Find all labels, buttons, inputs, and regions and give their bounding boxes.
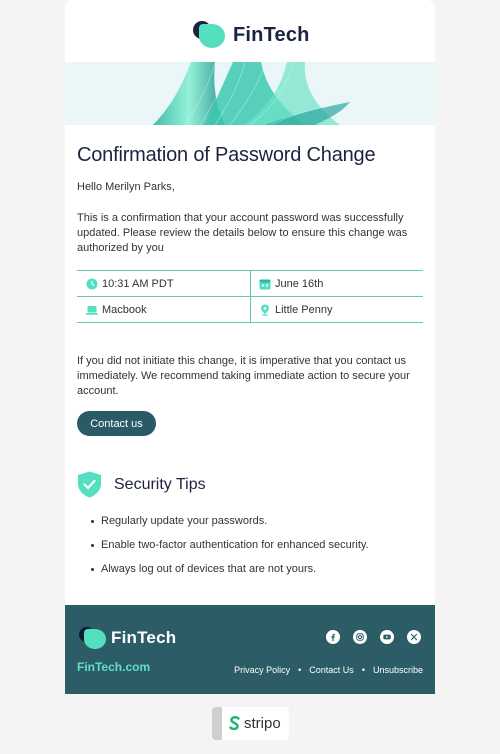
stripo-label: stripo [244,715,281,732]
unsubscribe-link[interactable]: Unsubscribe [372,665,423,675]
brand-logo-icon [79,626,107,650]
hero-image [65,62,435,125]
social-links [313,630,421,644]
hero-wave-graphic [65,62,435,125]
security-tips-list [91,515,411,587]
date-value: June 16th [275,278,324,290]
intro-text: This is a confirmation that your account password was successfully updated. Please review the details below to ensure this change was authorized by you [77,212,408,254]
brand-name: FinTech [233,23,310,46]
contact-us-link[interactable]: Contact Us [309,665,354,675]
greeting-text: Hello Merilyn Parks, [77,181,175,193]
footer-logo[interactable] [79,626,176,650]
security-tips-title: Security Tips [114,475,206,493]
email-title: Confirmation of Password Change [77,144,376,166]
change-details-table [77,270,423,323]
email-footer [65,605,435,694]
youtube-icon[interactable] [380,630,394,644]
laptop-icon [86,304,98,316]
brand-logo-icon [193,20,227,50]
location-pin-icon [259,304,271,316]
location-value: Little Penny [275,304,333,316]
facebook-icon[interactable] [326,630,340,644]
x-icon[interactable] [407,630,421,644]
device-value: Macbook [102,304,147,316]
instagram-icon[interactable] [353,630,367,644]
stripo-logo [228,715,281,732]
separator-dot: • [361,665,365,675]
separator-dot: • [298,665,302,675]
location-cell [259,297,332,323]
privacy-policy-link[interactable]: Privacy Policy [234,665,291,675]
calendar-icon [259,278,271,290]
contact-us-button[interactable]: Contact us [77,411,156,436]
list-item: Enable two-factor authentication for enhanced security. [91,539,411,563]
list-item: Regularly update your passwords. [91,515,411,539]
stripo-badge[interactable] [212,707,289,740]
brand-logo[interactable] [193,20,310,50]
footer-links [234,665,423,675]
warning-text: If you did not initiate this change, it is imperative that you contact us immediately. We recommend taking immediate action to secure your account. [77,355,410,397]
shield-check-icon [77,471,102,498]
security-tips-header [77,471,206,498]
device-cell [86,297,147,323]
stripo-s-icon [228,716,241,732]
column-divider [250,271,251,323]
time-value: 10:31 AM PDT [102,278,174,290]
site-link[interactable]: FinTech.com [77,660,151,674]
made-with-tab [212,707,222,740]
email-card [65,0,435,694]
footer-brand-name: FinTech [111,628,177,647]
date-cell [259,271,323,297]
clock-icon [86,278,98,290]
time-cell [86,271,174,297]
list-item: Always log out of devices that are not yours. [91,563,411,587]
email-header [65,0,435,62]
